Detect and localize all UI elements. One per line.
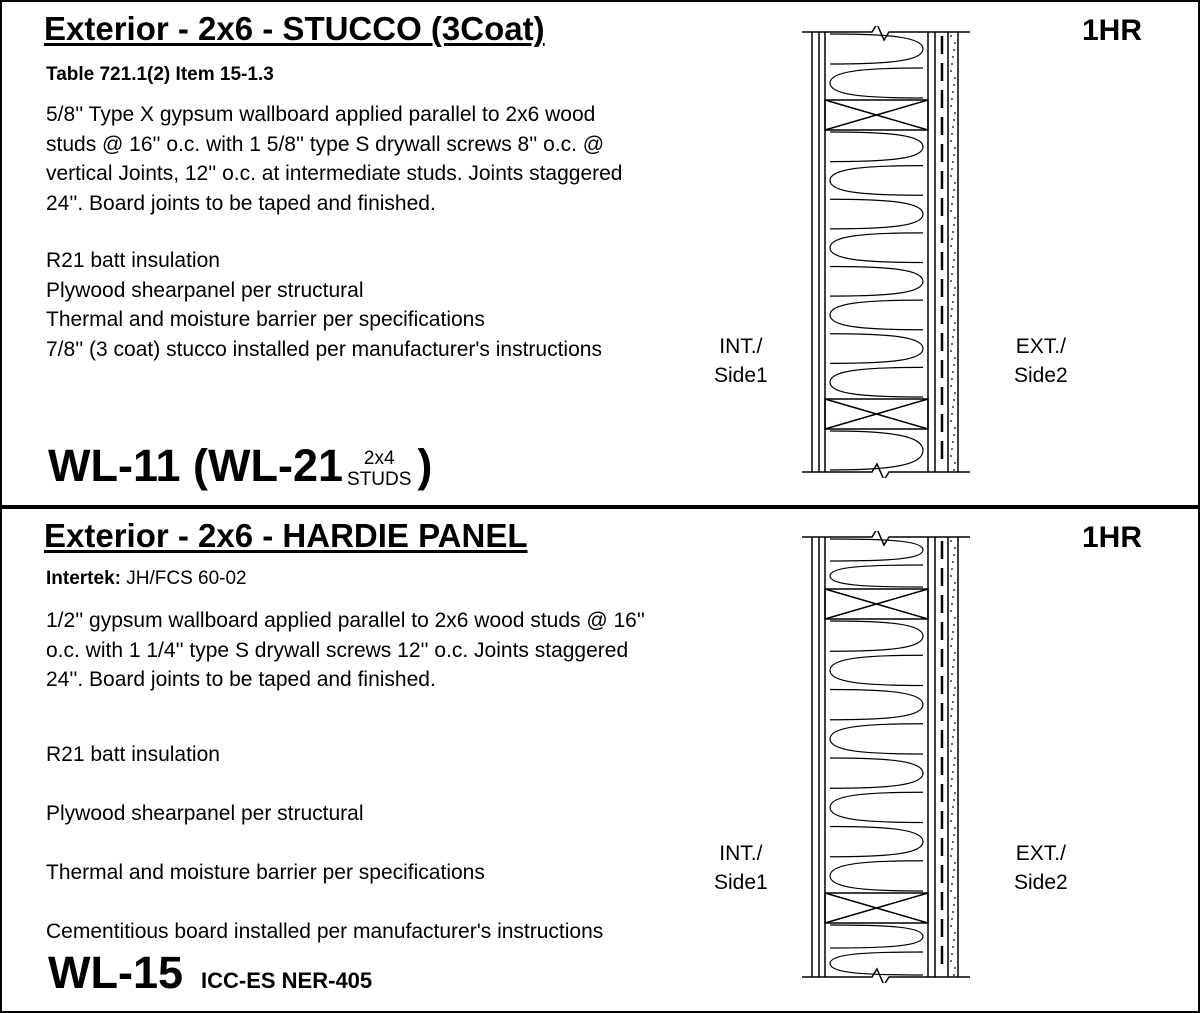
exterior-side-label xyxy=(1014,839,1068,897)
materials-list xyxy=(46,246,602,364)
material-item: R21 batt insulation xyxy=(46,743,220,766)
code-reference-normal: JH/FCS 60-02 xyxy=(120,568,247,589)
finish-texture-dot xyxy=(951,273,953,275)
break-line-top xyxy=(802,26,970,40)
batt-insulation-loop xyxy=(830,952,923,975)
batt-insulation-loop xyxy=(830,861,923,891)
finish-texture-dot xyxy=(950,420,952,422)
batt-insulation-loop xyxy=(830,690,923,720)
finish-texture-dot xyxy=(954,182,956,184)
finish-texture-dot xyxy=(952,161,954,163)
finish-texture-dot xyxy=(951,378,953,380)
material-item: Plywood shearpanel per structural xyxy=(46,278,364,302)
finish-texture-dot xyxy=(952,736,954,738)
finish-texture-dot xyxy=(952,666,954,668)
break-line-bottom xyxy=(802,969,970,983)
finish-texture-dot xyxy=(954,722,956,724)
batt-insulation-loop xyxy=(830,267,923,297)
finish-texture-dot xyxy=(954,792,956,794)
exterior-label-line: Side2 xyxy=(1014,871,1068,894)
interior-label-line: Side1 xyxy=(714,871,768,894)
finish-texture-dot xyxy=(953,84,955,86)
finish-texture-dot xyxy=(952,946,954,948)
finish-texture-dot xyxy=(953,294,955,296)
finish-texture-dot xyxy=(951,238,953,240)
finish-texture-dot xyxy=(950,175,952,177)
finish-texture-dot xyxy=(951,63,953,65)
finish-texture-dot xyxy=(951,413,953,415)
finish-texture-dot xyxy=(950,610,952,612)
finish-texture-dot xyxy=(952,231,954,233)
finish-texture-dot xyxy=(953,364,955,366)
material-item: Plywood shearpanel per structural xyxy=(46,802,364,825)
finish-texture-dot xyxy=(954,42,956,44)
finish-texture-dot xyxy=(950,855,952,857)
batt-insulation-loop xyxy=(830,132,923,162)
batt-insulation-loop xyxy=(830,166,923,196)
batt-insulation-loop xyxy=(830,367,923,397)
finish-texture-dot xyxy=(951,98,953,100)
finish-texture-dot xyxy=(950,140,952,142)
wall-type-code xyxy=(48,440,432,492)
finish-texture-dot xyxy=(954,252,956,254)
finish-texture-dot xyxy=(953,119,955,121)
finish-texture-dot xyxy=(952,91,954,93)
finish-texture-dot xyxy=(953,729,955,731)
finish-texture-dot xyxy=(950,210,952,212)
assembly-description xyxy=(46,100,622,218)
finish-texture-dot xyxy=(952,196,954,198)
finish-texture-dot xyxy=(952,336,954,338)
finish-texture-dot xyxy=(950,315,952,317)
finish-texture-dot xyxy=(951,448,953,450)
finish-texture-dot xyxy=(952,631,954,633)
finish-texture-dot xyxy=(950,820,952,822)
code-reference xyxy=(46,568,247,590)
finish-texture-dot xyxy=(950,35,952,37)
description-line: vertical Joints, 12'' o.c. at intermediate studs. Joints staggered xyxy=(46,162,623,185)
wall-type-code xyxy=(48,947,372,999)
finish-texture-dot xyxy=(953,974,955,976)
finish-texture-dot xyxy=(952,911,954,913)
batt-insulation-loop xyxy=(830,34,923,64)
finish-texture-dot xyxy=(950,105,952,107)
fire-rating: 1HR xyxy=(1082,14,1143,47)
assembly-title: Exterior - 2x6 - STUCCO (3Coat) xyxy=(44,10,545,47)
finish-texture-dot xyxy=(953,799,955,801)
finish-texture-dot xyxy=(952,371,954,373)
finish-texture-dot xyxy=(952,441,954,443)
finish-texture-dot xyxy=(953,834,955,836)
finish-texture-dot xyxy=(952,876,954,878)
finish-texture-dot xyxy=(950,70,952,72)
batt-insulation-loop xyxy=(830,724,923,754)
finish-texture-dot xyxy=(952,771,954,773)
finish-texture-dot xyxy=(950,575,952,577)
batt-insulation-loop xyxy=(830,233,923,263)
stud-size-top: 2x4 xyxy=(363,448,395,470)
finish-texture-dot xyxy=(954,77,956,79)
description-line: 24''. Board joints to be taped and finished. xyxy=(46,668,436,691)
batt-insulation-loop xyxy=(830,655,923,685)
exterior-side-label xyxy=(1014,332,1068,390)
assembly-title: Exterior - 2x6 - HARDIE PANEL xyxy=(44,517,528,554)
description-line: 24''. Board joints to be taped and finished. xyxy=(46,191,436,215)
finish-texture-dot xyxy=(953,329,955,331)
batt-insulation-loop xyxy=(830,925,923,948)
batt-insulation-loop xyxy=(830,758,923,788)
finish-texture-dot xyxy=(953,659,955,661)
wall-section-diagram xyxy=(792,531,982,983)
code-reference-bold: Table 721.1(2) Item 15-1.3 xyxy=(46,64,274,85)
finish-texture-dot xyxy=(954,757,956,759)
description-line: studs @ 16'' o.c. with 1 5/8'' type S drywall screws 8'' o.c. @ xyxy=(46,132,605,156)
finish-texture-dot xyxy=(953,554,955,556)
description-line: 5/8'' Type X gypsum wallboard applied parallel to 2x6 wood xyxy=(46,103,596,126)
batt-insulation-loop xyxy=(830,827,923,857)
finish-texture-dot xyxy=(950,715,952,717)
finish-texture-dot xyxy=(953,154,955,156)
batt-insulation-loop xyxy=(830,792,923,822)
finish-texture-dot xyxy=(954,287,956,289)
code-reference xyxy=(46,64,274,86)
finish-texture-dot xyxy=(953,49,955,51)
finish-texture-dot xyxy=(952,561,954,563)
interior-side-label xyxy=(714,839,768,897)
batt-insulation-loop xyxy=(830,565,923,587)
finish-texture-dot xyxy=(952,56,954,58)
finish-texture-dot xyxy=(953,589,955,591)
wall-code-main: WL-15 xyxy=(48,947,183,998)
stud-size-note xyxy=(347,448,411,490)
fire-rating: 1HR xyxy=(1082,521,1143,554)
finish-texture-dot xyxy=(950,925,952,927)
break-line-bottom xyxy=(802,464,970,478)
finish-texture-dot xyxy=(951,638,953,640)
finish-texture-dot xyxy=(951,568,953,570)
finish-texture-dot xyxy=(953,694,955,696)
finish-texture-dot xyxy=(954,462,956,464)
finish-texture-dot xyxy=(950,680,952,682)
finish-texture-dot xyxy=(951,953,953,955)
finish-texture-dot xyxy=(953,224,955,226)
evaluation-report: ICC-ES NER-405 xyxy=(201,968,373,993)
finish-texture-dot xyxy=(950,385,952,387)
batt-insulation-loop xyxy=(830,334,923,364)
finish-texture-dot xyxy=(954,967,956,969)
batt-insulation-loop xyxy=(830,621,923,651)
finish-texture-dot xyxy=(951,743,953,745)
finish-texture-dot xyxy=(954,897,956,899)
code-reference-bold: Intertek: xyxy=(46,568,121,589)
material-item: Thermal and moisture barrier per specifications xyxy=(46,308,485,331)
finish-texture-dot xyxy=(953,189,955,191)
finish-texture-dot xyxy=(953,764,955,766)
exterior-label-line: EXT./ xyxy=(1015,842,1066,865)
batt-insulation-loop xyxy=(830,199,923,229)
material-item: R21 batt insulation xyxy=(46,249,220,272)
finish-texture-dot xyxy=(950,785,952,787)
finish-texture-dot xyxy=(954,427,956,429)
description-line: 1/2'' gypsum wallboard applied parallel to 2x6 wood studs @ 16'' xyxy=(46,609,645,632)
stud-size-bottom: STUDS xyxy=(347,469,412,491)
finish-texture-dot xyxy=(954,322,956,324)
batt-insulation-loop xyxy=(830,300,923,330)
finish-texture-dot xyxy=(953,259,955,261)
finish-texture-dot xyxy=(950,750,952,752)
material-item: 7/8'' (3 coat) stucco installed per manufacturer's instructions xyxy=(46,337,602,361)
finish-texture-dot xyxy=(952,301,954,303)
finish-texture-dot xyxy=(954,147,956,149)
wall-code-close: ) xyxy=(417,440,433,491)
exterior-label-line: EXT./ xyxy=(1015,335,1066,358)
finish-texture-dot xyxy=(953,399,955,401)
exterior-label-line: Side2 xyxy=(1014,364,1068,387)
finish-texture-dot xyxy=(953,434,955,436)
finish-texture-dot xyxy=(950,960,952,962)
description-line: o.c. with 1 1/4'' type S drywall screws 12'' o.c. Joints staggered xyxy=(46,638,629,662)
interior-label-line: INT./ xyxy=(719,842,763,865)
finish-texture-dot xyxy=(952,406,954,408)
finish-texture-dot xyxy=(950,890,952,892)
finish-texture-dot xyxy=(954,862,956,864)
finish-texture-dot xyxy=(950,645,952,647)
finish-texture-dot xyxy=(952,701,954,703)
finish-texture-dot xyxy=(954,357,956,359)
finish-texture-dot xyxy=(951,308,953,310)
finish-texture-dot xyxy=(951,848,953,850)
interior-label-line: INT./ xyxy=(719,335,763,358)
finish-texture-dot xyxy=(954,827,956,829)
finish-texture-dot xyxy=(953,624,955,626)
finish-texture-dot xyxy=(950,455,952,457)
finish-texture-dot xyxy=(954,112,956,114)
finish-texture-dot xyxy=(953,904,955,906)
finish-texture-dot xyxy=(951,343,953,345)
finish-texture-dot xyxy=(951,168,953,170)
finish-texture-dot xyxy=(952,266,954,268)
interior-side-label xyxy=(714,332,768,390)
batt-insulation-loop xyxy=(830,68,923,98)
material-item: Thermal and moisture barrier per specifications xyxy=(46,861,485,884)
finish-texture-dot xyxy=(950,540,952,542)
materials-list xyxy=(46,725,603,961)
interior-label-line: Side1 xyxy=(714,364,768,387)
finish-texture-dot xyxy=(950,245,952,247)
finish-texture-dot xyxy=(950,280,952,282)
finish-texture-dot xyxy=(951,203,953,205)
finish-texture-dot xyxy=(951,708,953,710)
wall-section-diagram xyxy=(792,26,982,478)
finish-texture-dot xyxy=(954,932,956,934)
finish-texture-dot xyxy=(951,778,953,780)
assembly-panel-wl-15 xyxy=(0,505,1200,1013)
finish-texture-dot xyxy=(950,350,952,352)
finish-texture-dot xyxy=(951,918,953,920)
finish-texture-dot xyxy=(951,603,953,605)
finish-texture-dot xyxy=(954,392,956,394)
material-item: Cementitious board installed per manufacturer's instructions xyxy=(46,920,604,943)
finish-texture-dot xyxy=(951,133,953,135)
finish-texture-dot xyxy=(952,126,954,128)
finish-texture-dot xyxy=(952,841,954,843)
batt-insulation-loop xyxy=(830,539,923,561)
finish-texture-dot xyxy=(953,869,955,871)
finish-texture-dot xyxy=(954,547,956,549)
finish-texture-dot xyxy=(954,652,956,654)
finish-texture-dot xyxy=(953,469,955,471)
wall-code-main: WL-11 (WL-21 xyxy=(48,440,344,491)
break-line-top xyxy=(802,531,970,545)
finish-texture-dot xyxy=(951,813,953,815)
finish-texture-dot xyxy=(954,217,956,219)
finish-texture-dot xyxy=(951,673,953,675)
finish-texture-dot xyxy=(951,883,953,885)
finish-texture-dot xyxy=(953,939,955,941)
finish-texture-dot xyxy=(952,596,954,598)
assembly-description xyxy=(46,606,645,695)
finish-texture-dot xyxy=(952,806,954,808)
finish-texture-dot xyxy=(954,582,956,584)
finish-texture-dot xyxy=(954,687,956,689)
finish-texture-dot xyxy=(954,617,956,619)
